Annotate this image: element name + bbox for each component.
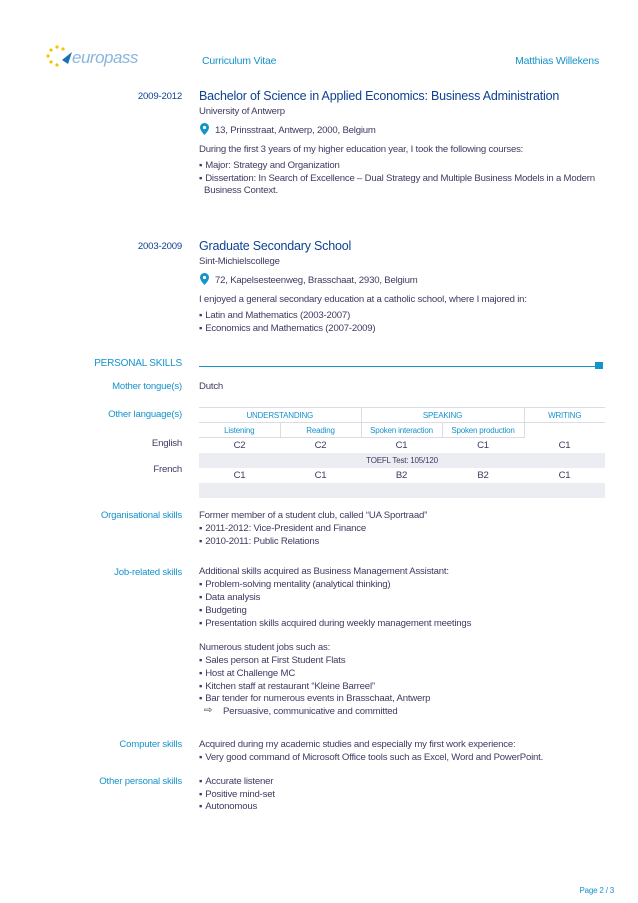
col-writing-blank (524, 423, 605, 438)
edu-1-org: University of Antwerp (199, 106, 285, 117)
europass-stars-icon (42, 42, 76, 72)
level-cell: C2 (314, 439, 327, 451)
level-cell: B2 (477, 469, 489, 481)
computer-label: Computer skills (119, 739, 182, 750)
edu-2-bullet: ▪ Economics and Mathematics (2007-2009) (199, 323, 375, 334)
job-related-bullet: ▪ Budgeting (199, 605, 247, 616)
col-spoken-production: Spoken production (442, 423, 524, 438)
job-related-intro: Additional skills acquired as Business Management Assistant: (199, 566, 449, 577)
edu-1-description: During the first 3 years of my higher education year, I took the following courses: (199, 144, 524, 155)
job-related-bullet: ▪ Presentation skills acquired during weekly management meetings (199, 618, 471, 629)
level-cell: C1 (558, 469, 571, 481)
job-related-bullet2: ▪ Host at Challenge MC (199, 668, 295, 679)
language-table (199, 407, 605, 498)
language-certificate: TOEFL Test: 105/120 (199, 453, 605, 468)
other-languages-label: Other language(s) (108, 409, 182, 420)
location-pin-icon (200, 123, 209, 135)
mother-tongue-label: Mother tongue(s) (112, 381, 182, 392)
computer-intro: Acquired during my academic studies and especially my first work experience: (199, 739, 516, 750)
level-cell: C1 (233, 469, 246, 481)
edu-2-org: Sint-Michielscollege (199, 256, 280, 267)
job-related-label: Job-related skills (114, 567, 182, 578)
edu-2-bullet: ▪ Latin and Mathematics (2003-2007) (199, 310, 350, 321)
computer-bullet: ▪ Very good command of Microsoft Office tools such as Excel, Word and PowerPoint. (199, 752, 543, 763)
language-certificate-empty (199, 483, 605, 498)
organisational-intro: Former member of a student club, called “UA Sportraad” (199, 510, 428, 521)
edu-2-title: Graduate Secondary School (199, 239, 352, 253)
location-pin-icon (200, 273, 209, 285)
col-reading: Reading (280, 423, 361, 438)
edu-1-bullet: ▪ Major: Strategy and Organization (199, 160, 340, 171)
other-personal-bullet: ▪ Accurate listener (199, 776, 273, 787)
language-name: French (153, 464, 182, 475)
edu-1-title: Bachelor of Science in Applied Economics: Business Administration (199, 89, 560, 103)
col-listening: Listening (199, 423, 280, 438)
page-number: Page 2 / 3 (579, 886, 614, 895)
organisational-label: Organisational skills (100, 510, 182, 521)
header-name: Matthias Willekens (515, 55, 599, 67)
doc-title: Curriculum Vitae (202, 55, 277, 67)
edu-1-bullet-cont: Business Context. (204, 185, 278, 196)
edu-1-address: 13, Prinsstraat, Antwerp, 2000, Belgium (215, 125, 376, 136)
level-cell: C1 (558, 439, 571, 451)
organisational-bullet: ▪ 2011-2012: Vice-President and Finance (199, 523, 366, 534)
job-related-intro2: Numerous student jobs such as: (199, 642, 331, 653)
col-understanding: UNDERSTANDING (199, 408, 361, 423)
level-cell: C1 (477, 439, 489, 451)
arrow-right-icon: ⇨ (204, 705, 213, 716)
edu-2-description: I enjoyed a general secondary education at a catholic school, where I majored in: (199, 294, 527, 305)
edu-2-dates: 2003-2009 (137, 241, 182, 252)
personal-skills-heading: PERSONAL SKILLS (94, 358, 182, 369)
section-divider-end (595, 362, 603, 369)
level-cell: C1 (314, 469, 327, 481)
edu-1-bullet: ▪ Dissertation: In Search of Excellence – Dual Strategy and Multiple Business Models in a Modern (199, 173, 595, 184)
job-related-arrow-text: Persuasive, communicative and committed (223, 706, 398, 717)
organisational-bullet: ▪ 2010-2011: Public Relations (199, 536, 319, 547)
other-personal-bullet: ▪ Autonomous (199, 801, 257, 812)
col-spoken-interaction: Spoken interaction (361, 423, 442, 438)
level-cell: C2 (233, 439, 246, 451)
job-related-bullet2: ▪ Kitchen staff at restaurant “Kleine Barreel” (199, 681, 375, 692)
mother-tongue-value: Dutch (199, 381, 224, 392)
section-divider (199, 366, 595, 367)
col-speaking: SPEAKING (361, 408, 524, 423)
job-related-bullet: ▪ Data analysis (199, 592, 260, 603)
language-name: English (151, 438, 182, 449)
other-personal-label: Other personal skills (99, 776, 182, 787)
edu-2-address: 72, Kapelsesteenweg, Brasschaat, 2930, Belgium (215, 275, 418, 286)
job-related-bullet2: ▪ Sales person at First Student Flats (199, 655, 345, 666)
logo-wordmark: europass (72, 48, 138, 67)
edu-1-dates: 2009-2012 (137, 91, 182, 102)
level-cell: B2 (395, 469, 408, 481)
job-related-bullet2: ▪ Bar tender for numerous events in Brasschaat, Antwerp (199, 693, 430, 704)
other-personal-bullet: ▪ Positive mind-set (199, 789, 275, 800)
job-related-bullet: ▪ Problem-solving mentality (analytical thinking) (199, 579, 390, 590)
level-cell: C1 (395, 439, 408, 451)
col-writing: WRITING (524, 408, 605, 423)
